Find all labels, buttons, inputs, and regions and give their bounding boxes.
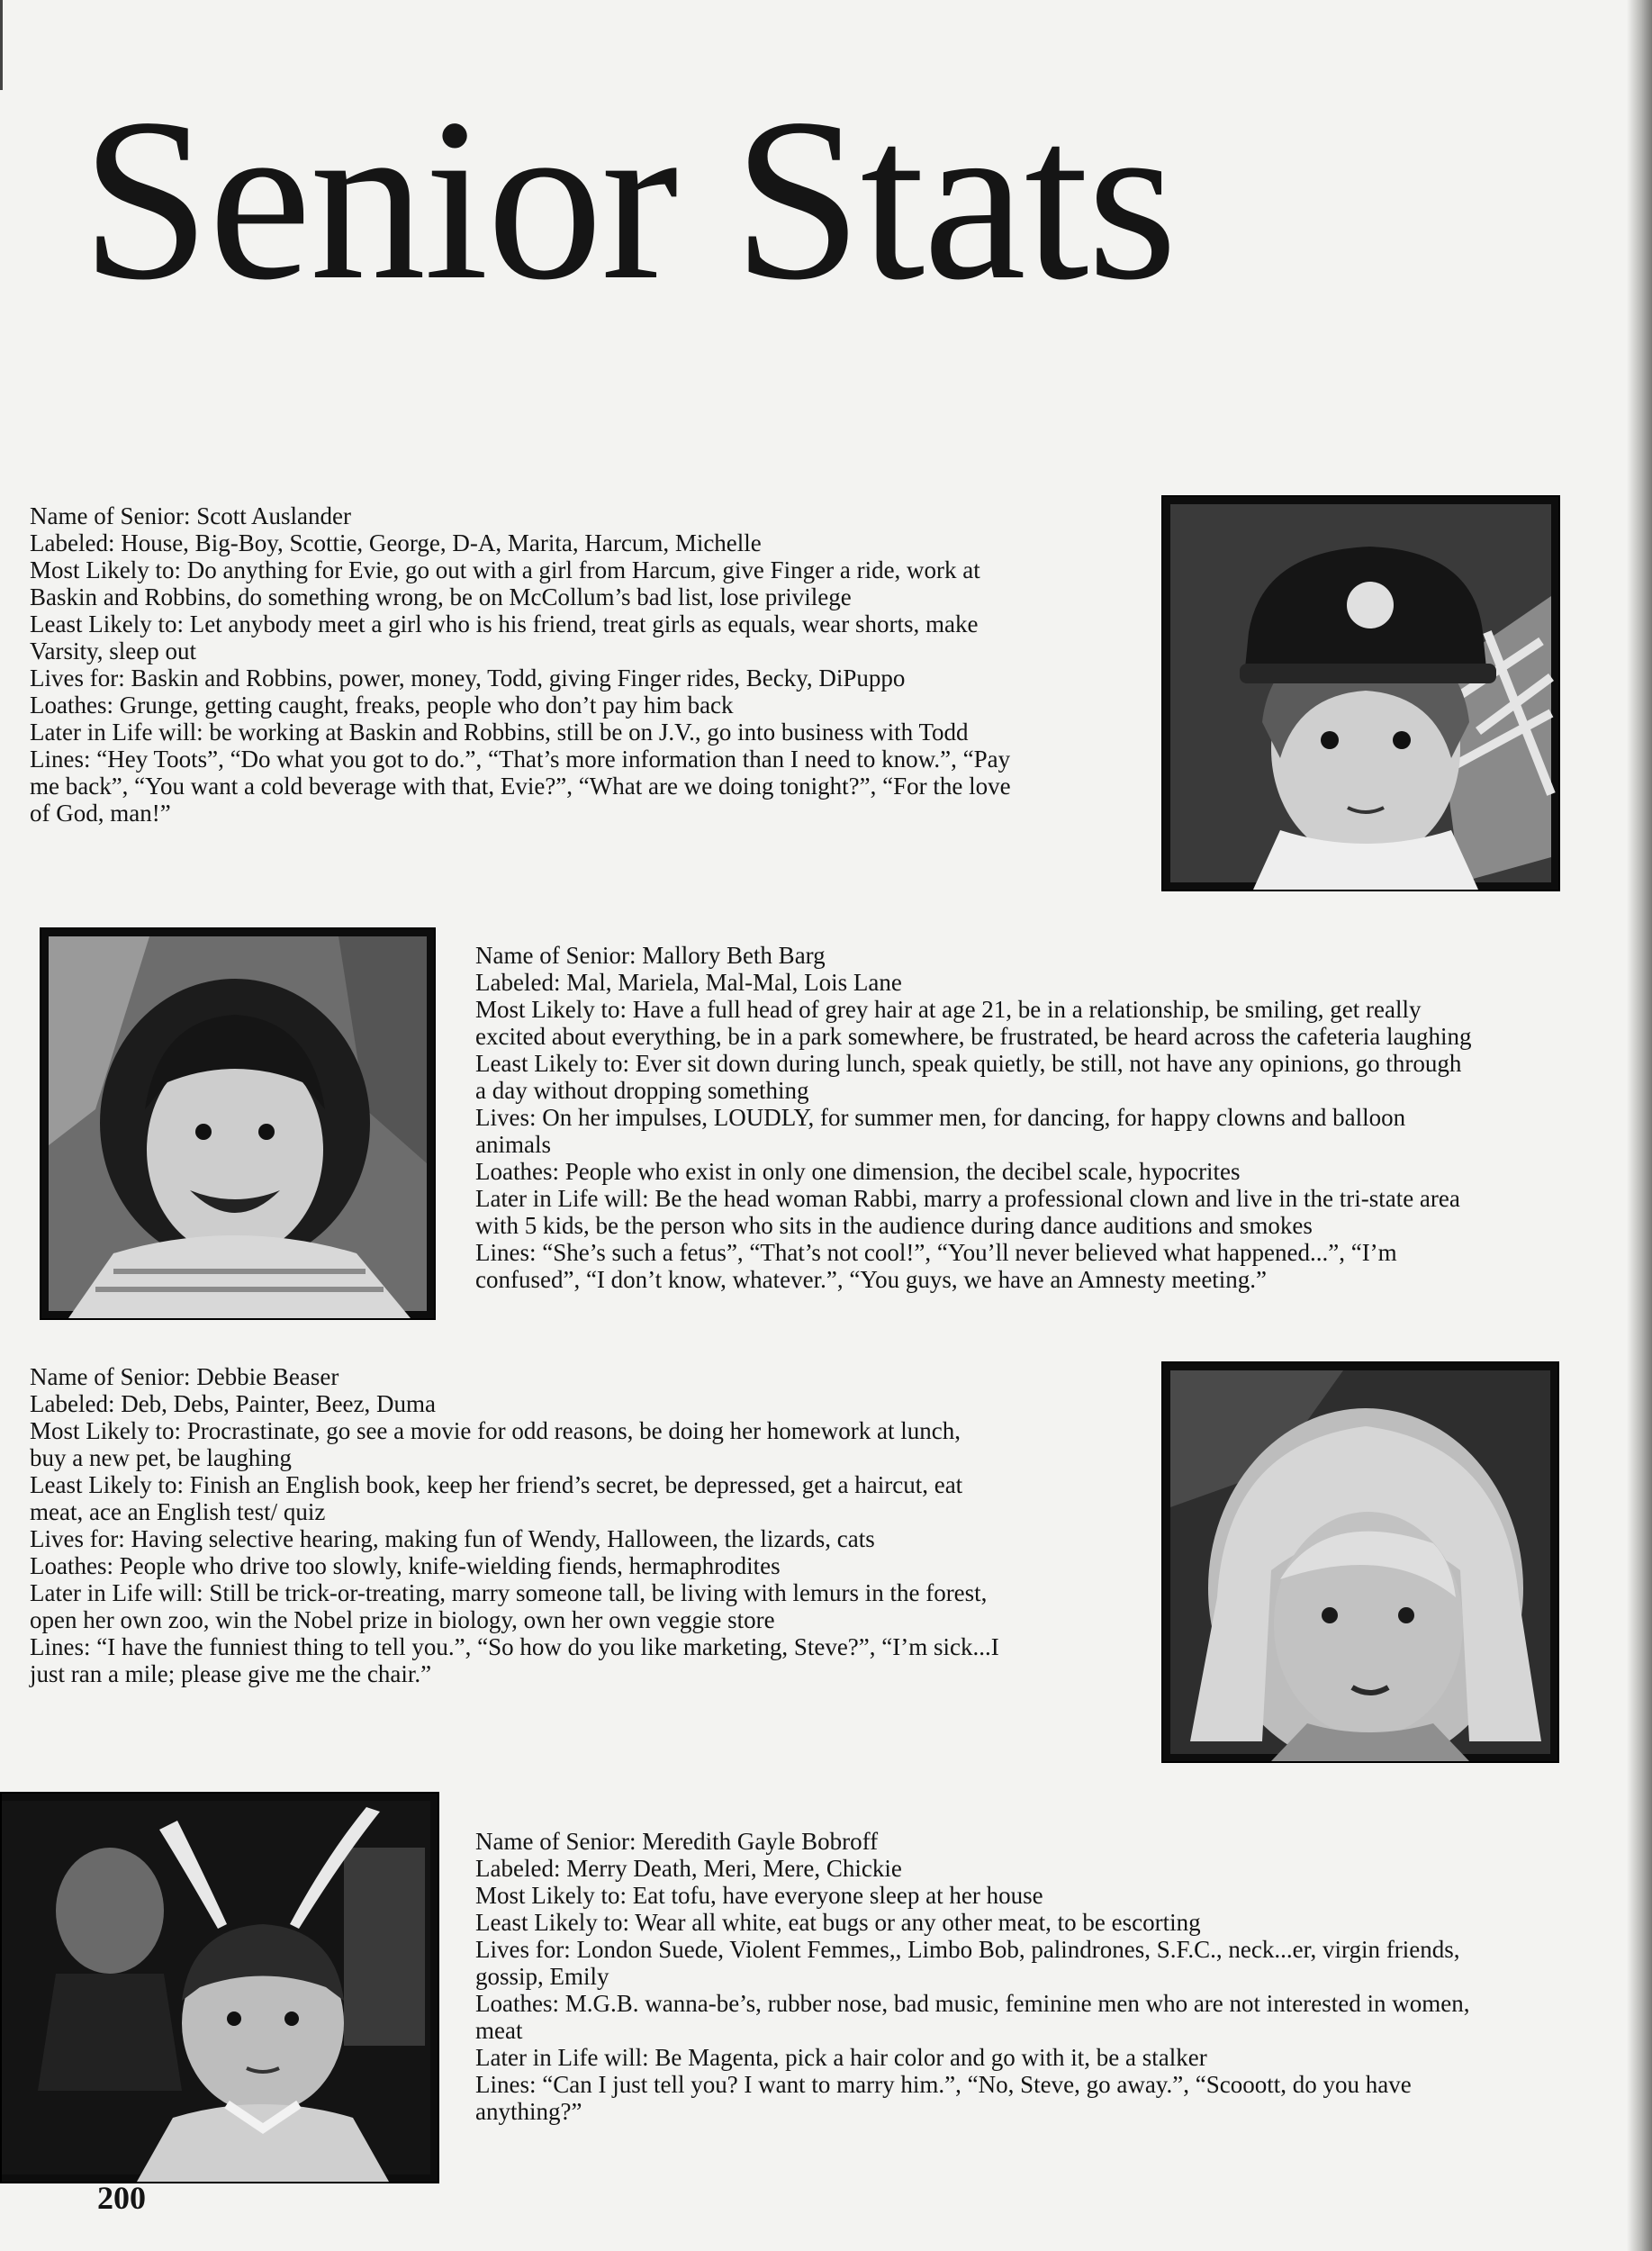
entry-line: Loathes: People who drive too slowly, knife-wielding fiends, hermaphrodites [30, 1552, 781, 1579]
entry-line: Lines: “Hey Toots”, “Do what you got to do.”, “That’s more information than I need to know.”, “Pay [30, 746, 1011, 773]
entry-line: Name of Senior: Meredith Gayle Bobroff [475, 1828, 879, 1855]
entry-line: Loathes: M.G.B. wanna-be’s, rubber nose, bad music, feminine men who are not interested in women, [475, 1990, 1470, 2017]
entry-line: Name of Senior: Scott Auslander [30, 502, 351, 529]
entry-line: Name of Senior: Mallory Beth Barg [475, 942, 826, 969]
entry-line: Lines: “Can I just tell you? I want to marry him.”, “No, Steve, go away.”, “Scooott, do you have [475, 2071, 1412, 2098]
entry-line: excited about everything, be in a park somewhere, be frustrated, be heard across the cafeteria laughing [475, 1023, 1472, 1050]
entry-line: Later in Life will: Be Magenta, pick a hair color and go with it, be a stalker [475, 2044, 1207, 2071]
entry-line: Least Likely to: Let anybody meet a girl who is his friend, treat girls as equals, wear shorts, make [30, 610, 979, 637]
entry-line: open her own zoo, win the Nobel prize in biology, own her own veggie store [30, 1606, 775, 1633]
entry-line: Lives for: Having selective hearing, making fun of Wendy, Halloween, the lizards, cats [30, 1525, 875, 1552]
entry-line: Loathes: People who exist in only one dimension, the decibel scale, hypocrites [475, 1158, 1241, 1185]
senior-photo-scott-auslander [1161, 495, 1560, 891]
senior-entry-scott-auslander [30, 502, 1164, 827]
senior-entry-meredith-gayle-bobroff [475, 1828, 1646, 2125]
entry-line: Name of Senior: Debbie Beaser [30, 1363, 339, 1390]
entry-line: anything?” [475, 2098, 582, 2125]
entry-line: Labeled: Mal, Mariela, Mal-Mal, Lois Lane [475, 969, 902, 996]
senior-entry-mallory-beth-barg [475, 942, 1646, 1293]
entry-line: Least Likely to: Wear all white, eat bugs or any other meat, to be escorting [475, 1909, 1201, 1936]
entry-line: Later in Life will: Be the head woman Rabbi, marry a professional clown and live in the tri-state area [475, 1185, 1460, 1212]
entry-line: meat [475, 2017, 523, 2044]
entry-line: Loathes: Grunge, getting caught, freaks, people who don’t pay him back [30, 692, 734, 719]
senior-entry-debbie-beaser [30, 1363, 1164, 1687]
entry-line: Most Likely to: Have a full head of grey hair at age 21, be in a relationship, be smiling, get really [475, 996, 1422, 1023]
senior-photo-debbie-beaser [1161, 1361, 1559, 1763]
entry-line: Lives for: Baskin and Robbins, power, money, Todd, giving Finger rides, Becky, DiPuppo [30, 664, 906, 692]
entry-line: meat, ace an English test/ quiz [30, 1498, 326, 1525]
entry-line: buy a new pet, be laughing [30, 1444, 292, 1471]
entry-line: of God, man!” [30, 800, 171, 827]
entry-line: Later in Life will: be working at Baskin and Robbins, still be on J.V., go into business with Todd [30, 719, 969, 746]
entry-line: animals [475, 1131, 551, 1158]
entry-line: Least Likely to: Ever sit down during lunch, speak quietly, be still, not have any opinions, go through [475, 1050, 1462, 1077]
entry-line: Lines: “She’s such a fetus”, “That’s not cool!”, “You’ll never believed what happened...”, “I’m [475, 1239, 1397, 1266]
entry-line: Most Likely to: Eat tofu, have everyone sleep at her house [475, 1882, 1043, 1909]
entry-line: Lives for: London Suede, Violent Femmes,, Limbo Bob, palindrones, S.F.C., neck...er, virgin friends, [475, 1936, 1460, 1963]
page-number: 200 [97, 2180, 146, 2216]
entry-line: Varsity, sleep out [30, 637, 196, 664]
entry-line: Most Likely to: Do anything for Evie, go out with a girl from Harcum, give Finger a ride, work at [30, 556, 980, 583]
entry-line: me back”, “You want a cold beverage with that, Evie?”, “What are we doing tonight?”, “For the love [30, 773, 1011, 800]
entry-line: Lives: On her impulses, LOUDLY, for summer men, for dancing, for happy clowns and balloon [475, 1104, 1406, 1131]
page-title: Senior Stats [81, 70, 1176, 328]
entry-line: gossip, Emily [475, 1963, 609, 1990]
entry-line: Lines: “I have the funniest thing to tell you.”, “So how do you like marketing, Steve?”, “I’m sick...I [30, 1633, 999, 1660]
entry-line: Labeled: Deb, Debs, Painter, Beez, Duma [30, 1390, 437, 1417]
entry-line: confused”, “I don’t know, whatever.”, “You guys, we have an Amnesty meeting.” [475, 1266, 1268, 1293]
entry-line: Least Likely to: Finish an English book, keep her friend’s secret, be depressed, get a haircut, eat [30, 1471, 963, 1498]
entry-line: Most Likely to: Procrastinate, go see a movie for odd reasons, be doing her homework at lunch, [30, 1417, 961, 1444]
entry-line: just ran a mile; please give me the chair.” [30, 1660, 432, 1687]
entry-line: Later in Life will: Still be trick-or-treating, marry someone tall, be living with lemurs in the forest, [30, 1579, 988, 1606]
entry-line: Labeled: Merry Death, Meri, Mere, Chickie [475, 1855, 902, 1882]
page-edge-rule [0, 0, 3, 90]
entry-line: Baskin and Robbins, do something wrong, be on McCollum’s bad list, lose privilege [30, 583, 852, 610]
senior-photo-meredith-gayle-bobroff [0, 1792, 439, 2183]
entry-line: a day without dropping something [475, 1077, 809, 1104]
entry-line: with 5 kids, be the person who sits in the audience during dance auditions and smokes [475, 1212, 1313, 1239]
senior-photo-mallory-beth-barg [40, 927, 436, 1320]
entry-line: Labeled: House, Big-Boy, Scottie, George, D-A, Marita, Harcum, Michelle [30, 529, 762, 556]
